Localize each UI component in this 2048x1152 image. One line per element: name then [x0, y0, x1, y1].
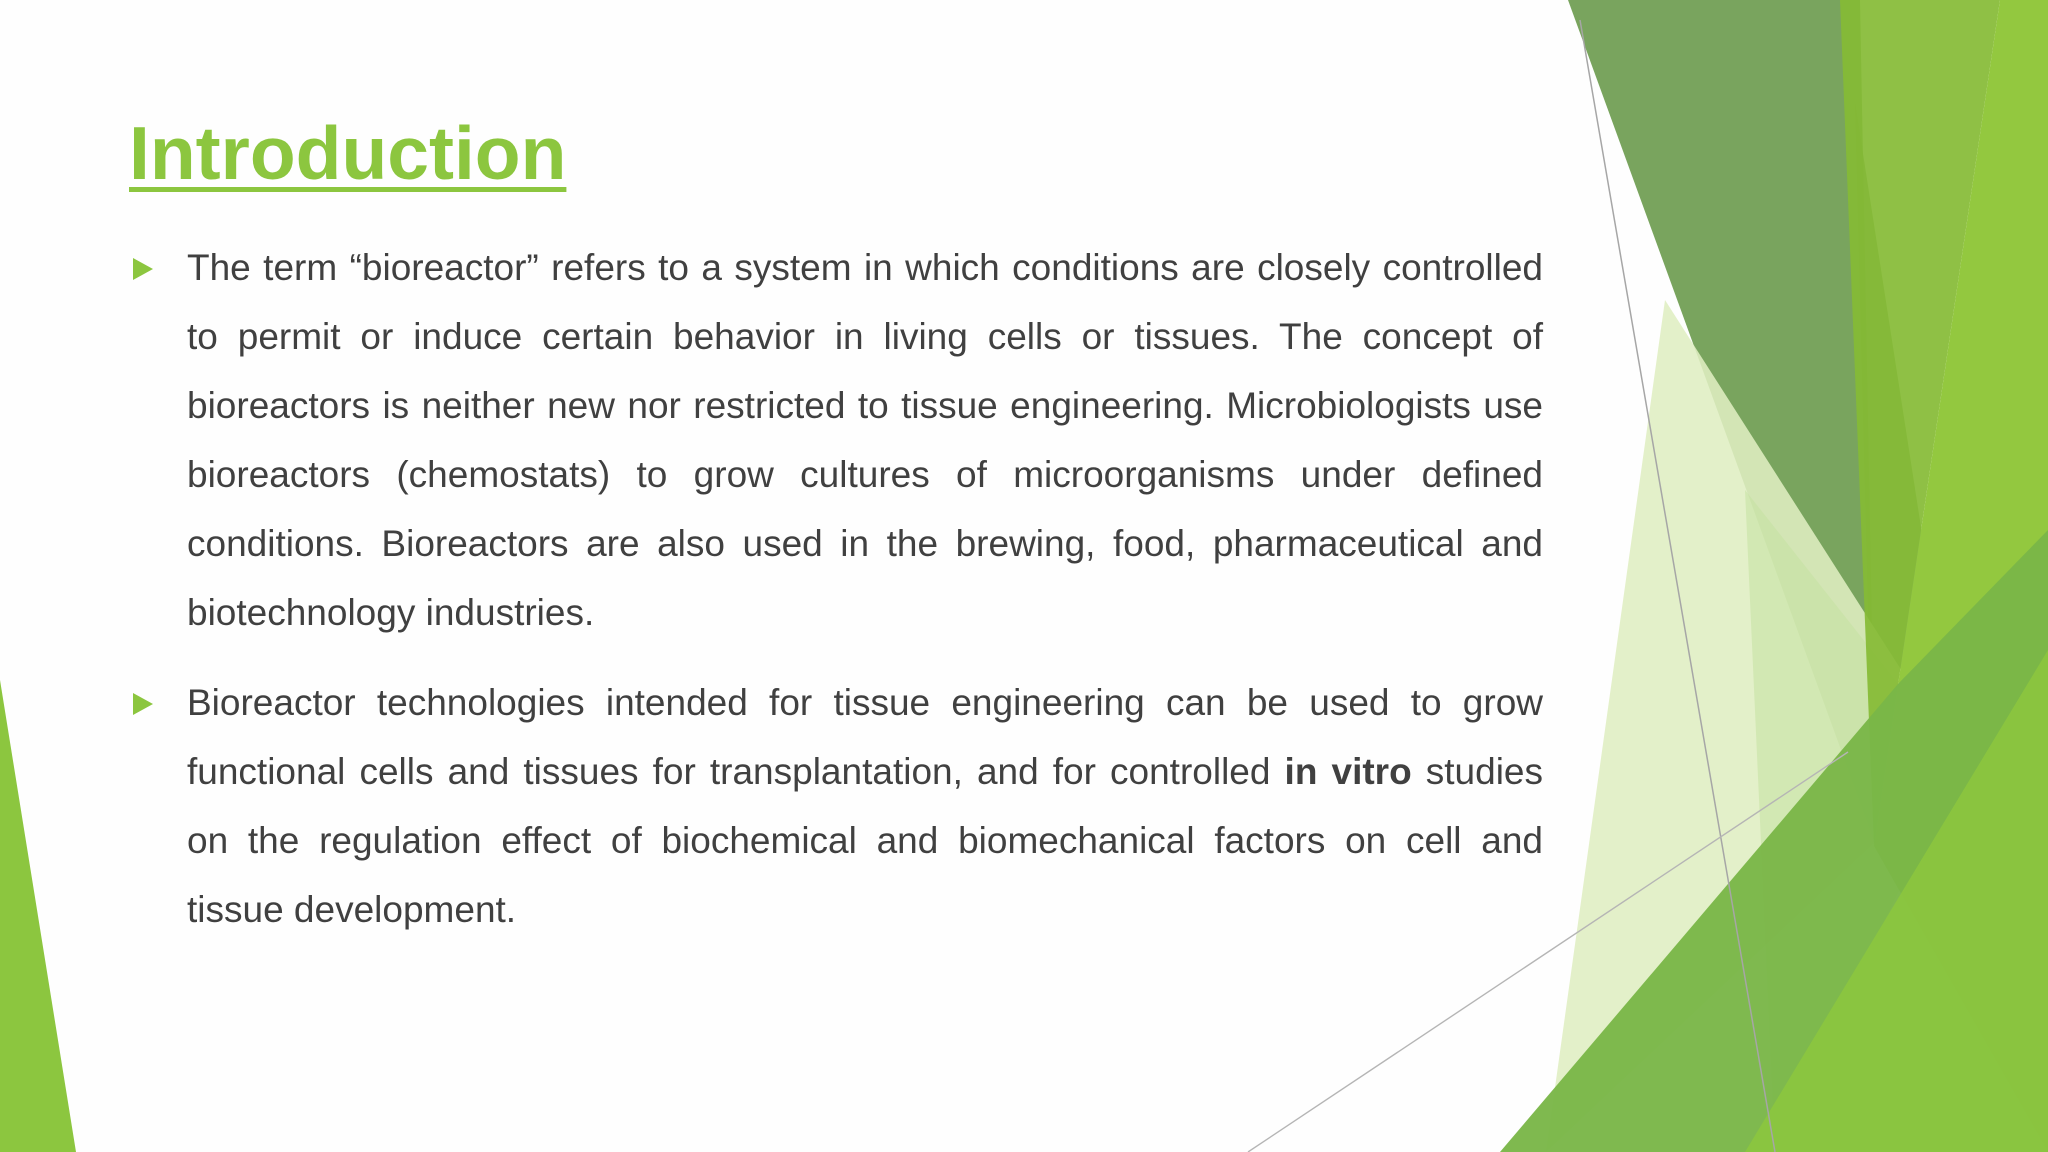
bullet-text: The term “bioreactor” refers to a system in which conditions are closely controlled to permit or induce certain behavior in living cells or tissues. The concept of bioreactors is neither new nor restricted to tissue engineering. Microbiologists use bioreactors (chemostats) to grow cultures of microorganisms under defined conditions. Bioreactors are also used in the brewing, food, pharmaceutical and biotechnology industries. [187, 247, 1543, 633]
bullet-item [129, 233, 1543, 647]
slide-content [129, 233, 1543, 944]
bullet-text-before-bold: Bioreactor technologies intended for tissue engineering can be used to grow functional cells and tissues for transplantation, and for controlled [187, 682, 1543, 792]
left-green-shape [0, 680, 76, 1152]
triangle-right-icon [133, 258, 153, 280]
bullet-text-after-bold: studies on the regulation effect of biochemical and biomechanical factors on cell and tissue development. [187, 751, 1543, 930]
bullet-item [129, 668, 1543, 944]
bullet-text [187, 682, 1543, 930]
slide-title: Introduction [129, 111, 567, 195]
bold-in-vitro-text: in vitro [1284, 751, 1412, 792]
triangle-right-icon [133, 693, 153, 715]
